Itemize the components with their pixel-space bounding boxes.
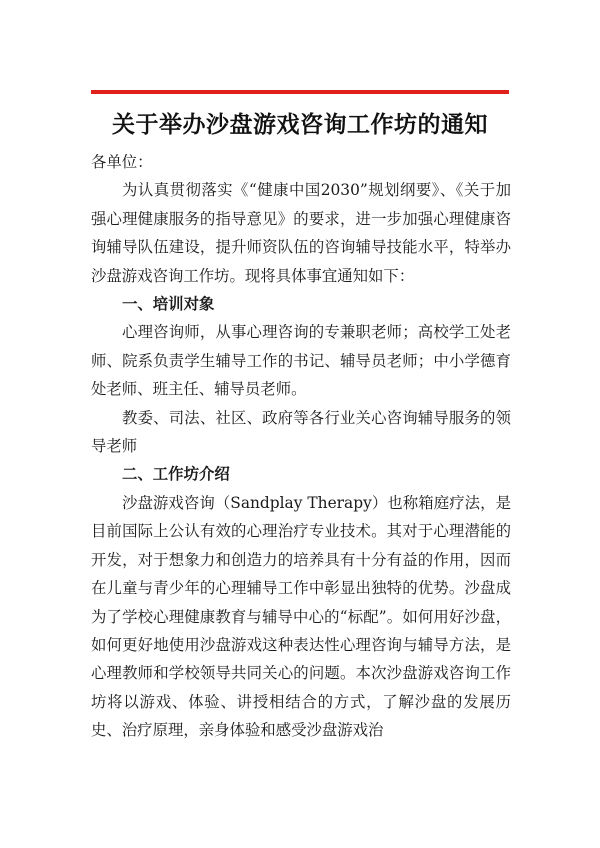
document-title: 关于举办沙盘游戏咨询工作坊的通知 [112,112,488,138]
section-heading-training-targets: 一、培训对象 [122,295,215,314]
training-targets-paragraph-1: 心理咨询师，从事心理咨询的专兼职老师；高校学工处老师、院系负责学生辅导工作的书记、辅导员老师；中小学德育处老师、班主任、辅导员老师。 [91,323,511,399]
document-body [91,148,511,745]
section-heading-workshop-intro: 二、工作坊介绍 [122,465,230,484]
training-targets-paragraph-2: 教委、司法、社区、政府等各行业关心咨询辅导服务的领导老师 [91,408,511,456]
header-red-rule [91,90,509,94]
workshop-intro-paragraph: 沙盘游戏咨询（Sandplay Therapy）也称箱庭疗法，是目前国际上公认有效的心理治疗专业技术。其对于心理潜能的开发，对于想象力和创造力的培养具有十分有益的作用，因而在儿童与青少年的心理辅导工作中彰显出独特的优势。沙盘成为了学校心理健康教育与辅导中心的“标配”。如何用好沙盘，如何更好地使用沙盘游戏这种表达性心理咨询与辅导方法，是心理教师和学校领导共同关心的问题。本次沙盘游戏咨询工作坊将以游戏、体验、讲授相结合的方式，了解沙盘的发展历史、治疗原理，亲身体验和感受沙盘游戏治 [91,493,511,740]
intro-paragraph: 为认真贯彻落实《“健康中国2030”规划纲要》、《关于加强心理健康服务的指导意见》的要求，进一步加强心理健康咨询辅导队伍建设，提升师资队伍的咨询辅导技能水平，特举办沙盘游戏咨询工作坊。现将具体事宜通知如下： [91,181,511,285]
salutation: 各单位： [91,153,153,171]
